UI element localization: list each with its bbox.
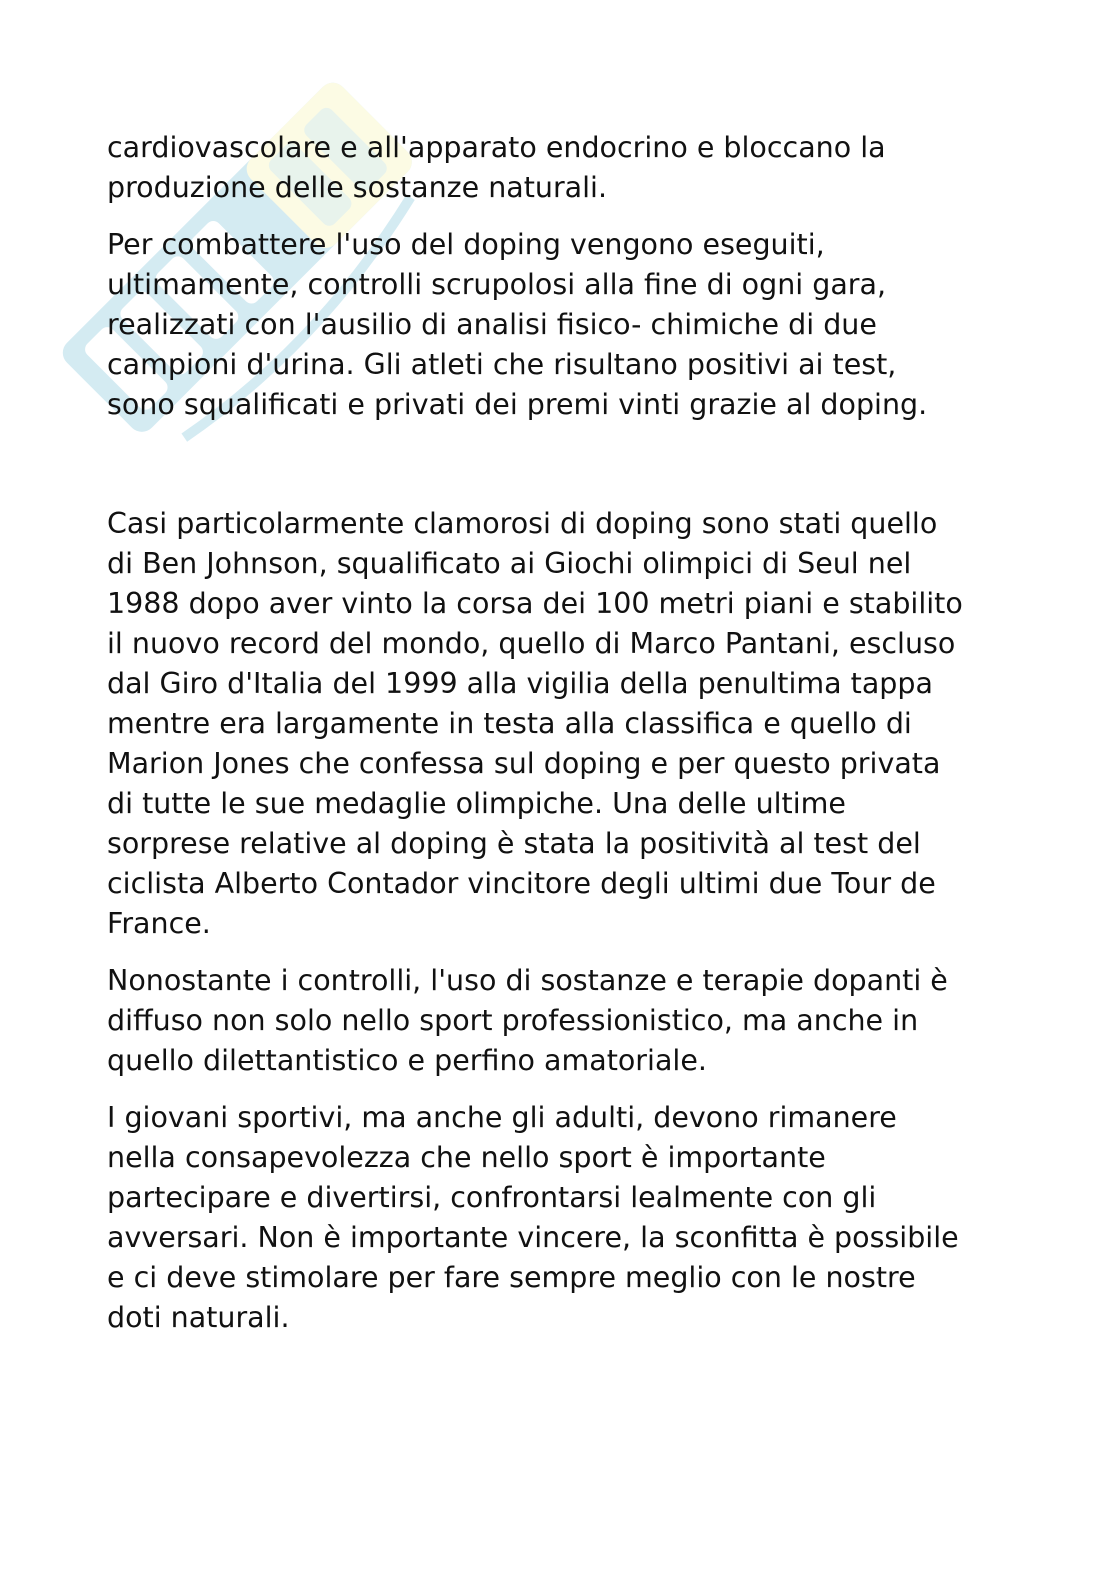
paragraph: Per combattere l'uso del doping vengono eseguiti, ultimamente, controlli scrupolosi alla fine di ogni gara, realizzati con l'ausilio di analisi fisico- chimiche di due campioni d'urina. Gli atleti che risultano positivi ai test, sono squalificati e privati dei premi vinti grazie al doping. [107, 228, 928, 421]
paragraph: Nonostante i controlli, l'uso di sostanze e terapie dopanti è diffuso non solo nello sport professionistico, ma anche in quello dilettantistico e perfino amatoriale. [107, 964, 948, 1077]
document-body [107, 128, 1017, 1338]
paragraph: Casi particolarmente clamorosi di doping sono stati quello di Ben Johnson, squalificato ai Giochi olimpici di Seul nel 1988 dopo aver vinto la corsa dei 100 metri piani e stabilito il nuovo record del mondo, quello di Marco Pantani, escluso dal Giro d'Italia del 1999 alla vigilia della penultima tappa mentre era largamente in testa alla classifica e quello di Marion Jones che confessa sul doping e per questo privata di tutte le sue medaglie olimpiche. Una delle ultime sorprese relative al doping è stata la positività al test del ciclista Alberto Contador vincitore degli ultimi due Tour de France. [107, 507, 963, 940]
paragraph: cardiovascolare e all'apparato endocrino e bloccano la produzione delle sostanze naturali. [107, 131, 886, 204]
paragraph: I giovani sportivi, ma anche gli adulti, devono rimanere nella consapevolezza che nello sport è importante partecipare e divertirsi, confrontarsi lealmente con gli avversari. Non è importante vincere, la sconfitta è possibile e ci deve stimolare per fare sempre meglio con le nostre doti naturali. [107, 1101, 959, 1334]
